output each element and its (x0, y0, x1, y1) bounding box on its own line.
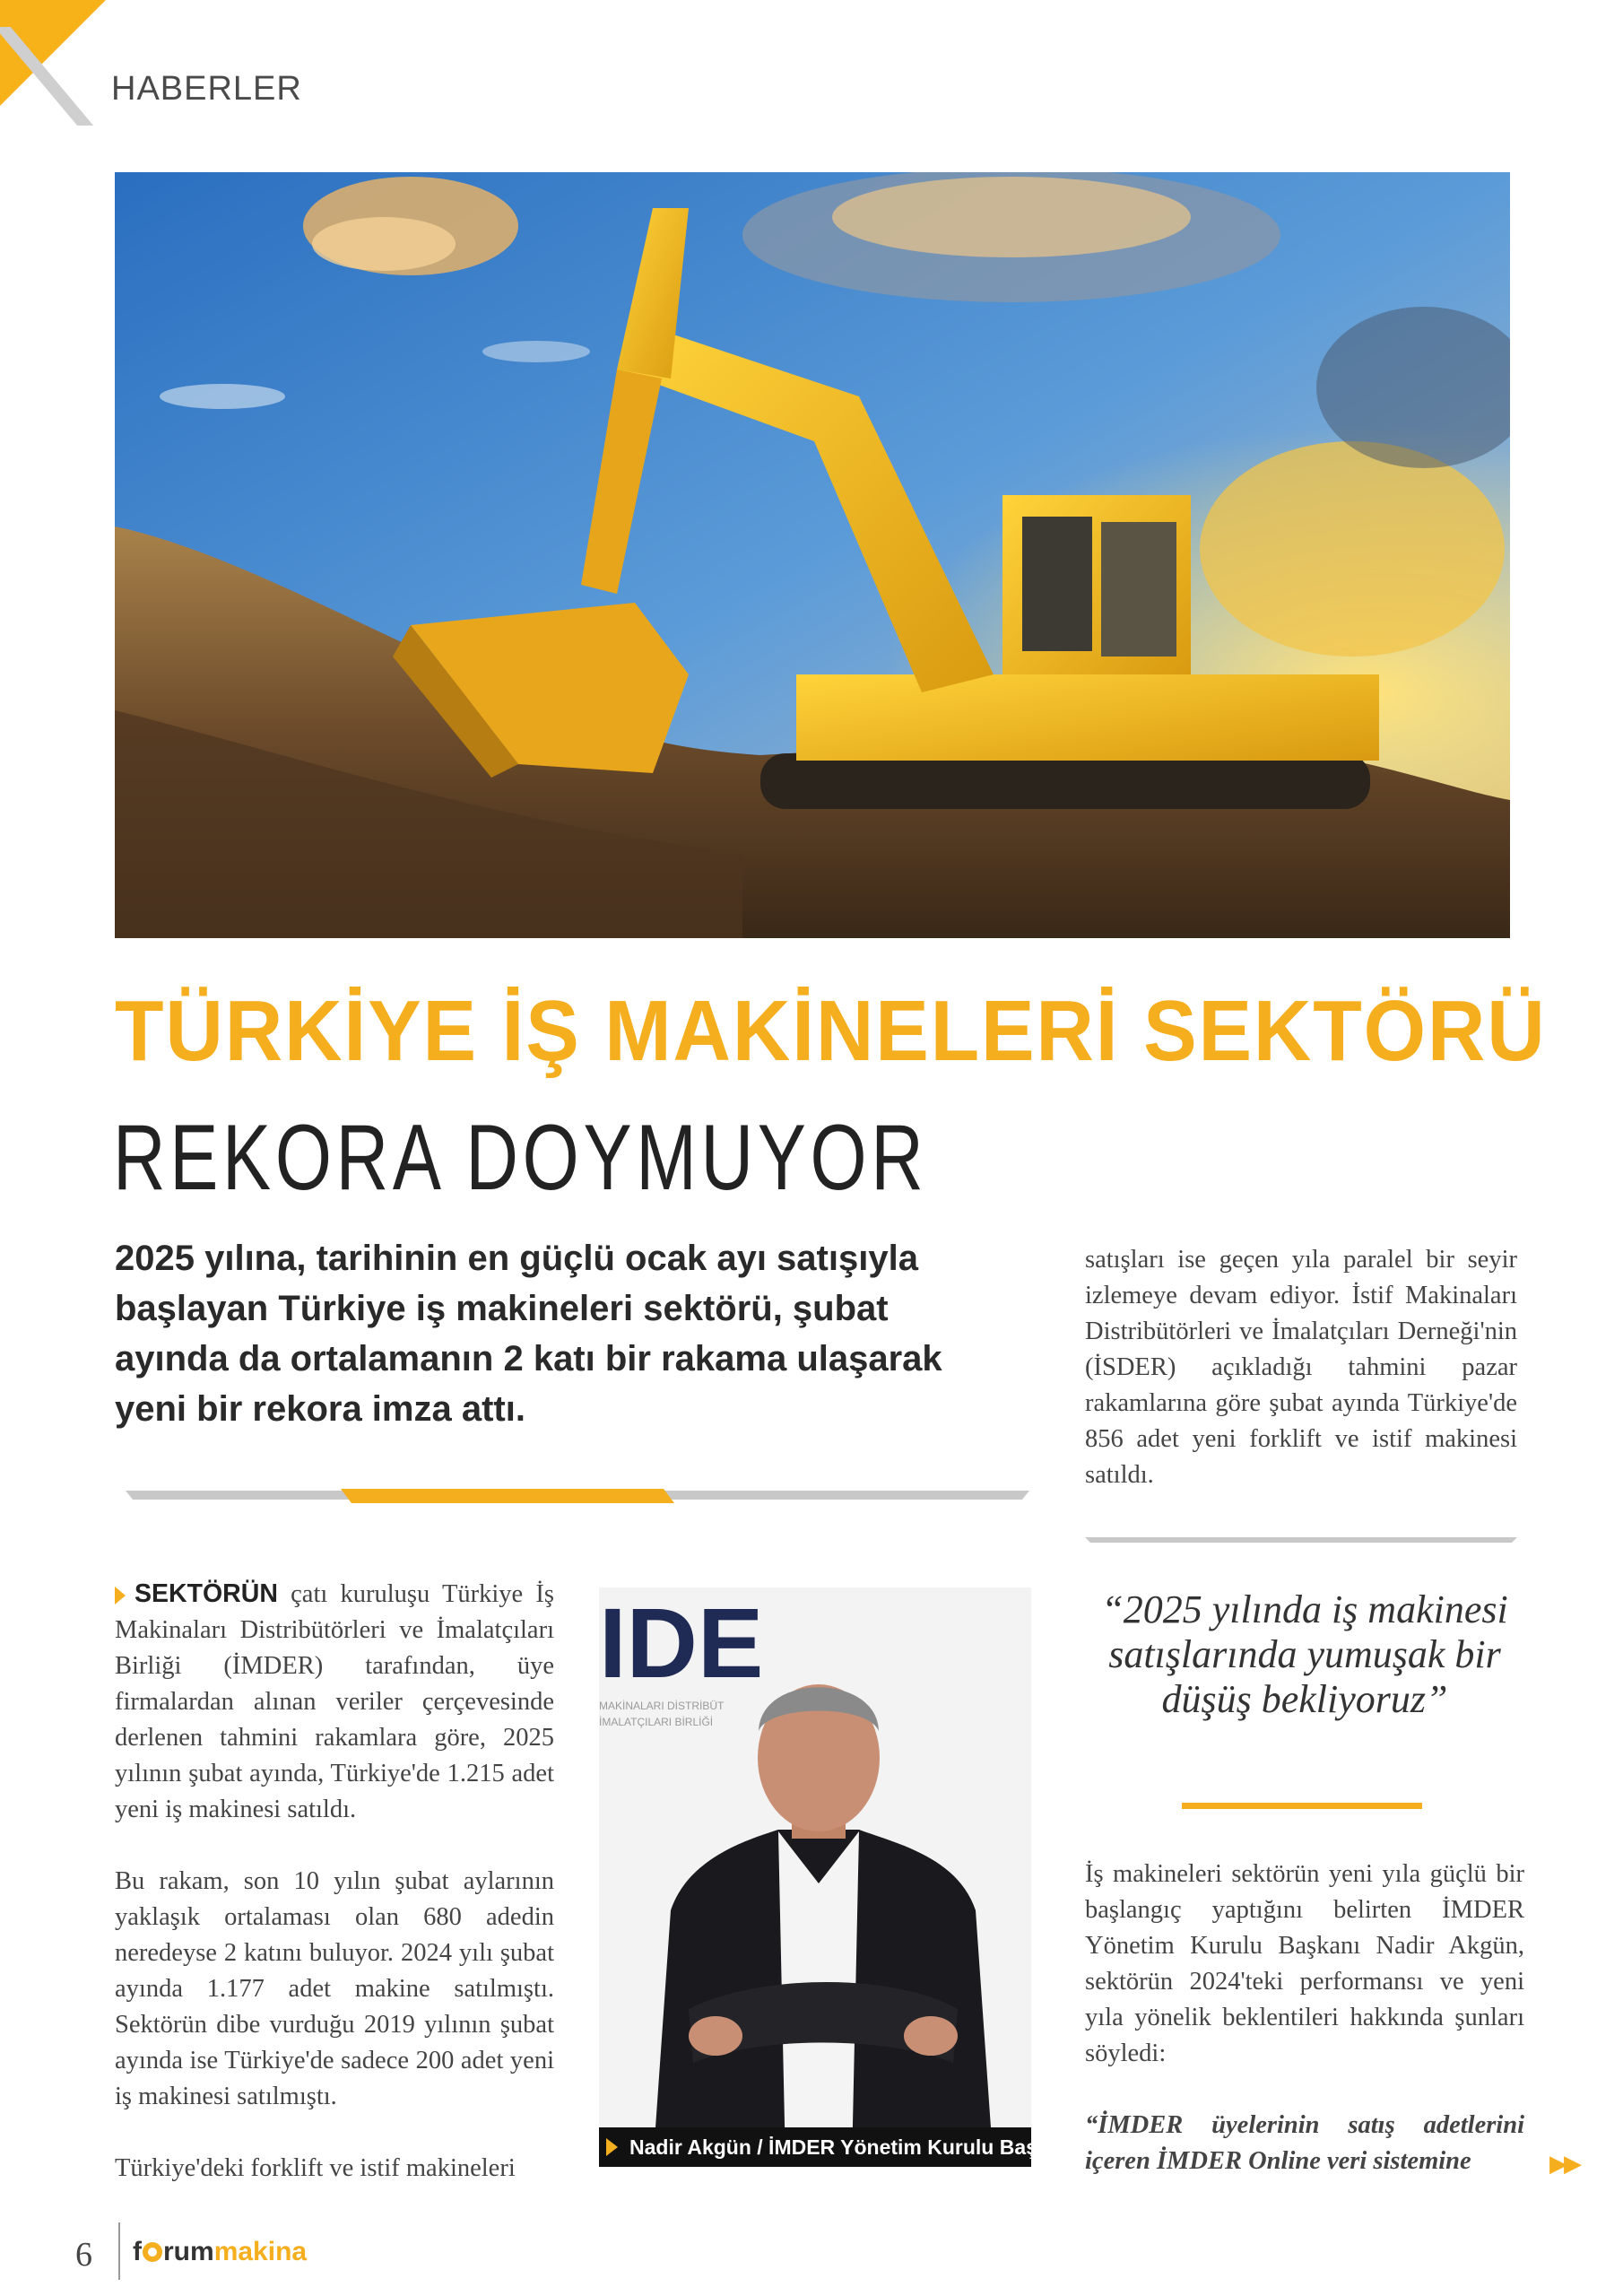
left-paragraph-3: Türkiye'deki forklift ve istif makineleri (115, 2154, 516, 2182)
right-divider (1085, 1535, 1517, 1544)
lead-in-word: SEKTÖRÜN (135, 1579, 278, 1608)
article-subtitle: REKORA DOYMUYOR (113, 1106, 928, 1210)
right-column (1085, 1857, 1524, 2215)
right-paragraph-1: İş makineleri sektörün yeni yıla güçlü bir başlangıç yaptığını belirten İMDER Yönetim Kurulu Başkanı Nadir Akgün, sektörün 2024'teki performansı ve yeni yıla yönelik beklentileri hakkında şunları söyledi: (1085, 1860, 1524, 2067)
right-paragraph-2: “İMDER üyelerinin satış adetlerini içeren İMDER Online veri sistemine (1085, 2111, 1524, 2175)
left-paragraph-1-text: çatı kuruluşu Türkiye İş Makinaları Distribütörleri ve İmalatçıları Birliği (İMDER) tarafından, üye firmalardan alınan veriler çerçevesinde derlenen tahmini rakamlara göre, 2025 yılının şubat ayında, Türkiye'de 1.215 adet yeni iş makinesi satıldı. (115, 1580, 554, 1823)
brand-part-2: rum (163, 2237, 214, 2266)
pull-quote: “2025 yılında iş makinesi satışlarında yumuşak bir düşüş bekliyoruz” (1101, 1587, 1508, 1721)
left-paragraph-2: Bu rakam, son 10 yılın şubat aylarının yaklaşık ortalaması olan 680 adedin neredeyse 2 katını buluyor. 2024 yılı şubat ayında 1.177 adet makine satılmıştı. Sektörün dibe vurduğu 2019 yılının şubat ayında ise Türkiye'de sadece 200 adet yeni iş makinesi satılmıştı. (115, 1867, 554, 2110)
brand-o-icon (143, 2242, 162, 2262)
page-number: 6 (75, 2236, 92, 2274)
caption-arrow-icon (606, 2138, 618, 2156)
paragraph-arrow-icon (115, 1587, 126, 1605)
article-title: TÜRKİYE İŞ MAKİNELERİ SEKTÖRÜ (115, 983, 1547, 1079)
quote-underline (1182, 1803, 1422, 1809)
logo-letters: IDE (599, 1588, 764, 1699)
brand-part-1: f (133, 2237, 142, 2266)
continue-arrow-icon: ▶▶ (1549, 2151, 1578, 2178)
hero-excavator-photo (115, 172, 1510, 938)
brand-logo (133, 2237, 307, 2267)
article-lead: 2025 yılına, tarihinin en güçlü ocak ayı satışıyla başlayan Türkiye iş makineleri sektörü, şubat ayında da ortalamanın 2 katı bir rakama ulaşarak yeni bir rekora imza attı. (115, 1239, 942, 1429)
footer-divider (118, 2222, 120, 2280)
logo-line-2: İMALATÇILARI BİRLİĞİ (599, 1716, 714, 1728)
right-top-paragraph (1085, 1242, 1517, 1529)
brand-part-3: makina (213, 2237, 308, 2266)
photo-caption: Nadir Akgün / İMDER Yönetim Kurulu Başkanı (599, 2127, 1031, 2167)
logo-line-1: MAKİNALARI DİSTRİBÜT (599, 1700, 725, 1712)
left-paragraph-1 (115, 1576, 554, 1828)
lead-divider (126, 1487, 1029, 1505)
section-label: HABERLER (111, 70, 302, 108)
left-column (115, 1576, 554, 2222)
right-top-text: satışları ise geçen yıla paralel bir seyir izlemeye devam ediyor. İstif Makinaları Distribütörleri ve İmalatçıları Derneği'nin (İSDER) açıkladığı tahmini pazar rakamlarına göre şubat ayında Türkiye'de 856 adet yeni forklift ve istif makinesi satıldı. (1085, 1246, 1517, 1489)
portrait-photo (599, 1587, 1031, 2166)
